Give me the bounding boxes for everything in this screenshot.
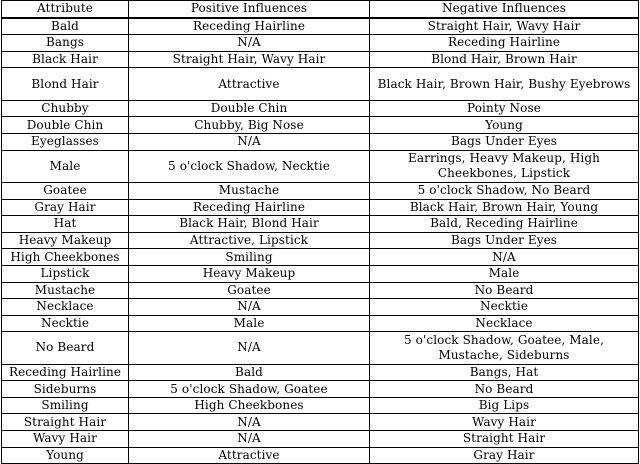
positive-influences-cell: High Cheekbones [129,397,370,414]
attribute-cell: Wavy Hair [2,431,129,448]
attribute-cell: Lipstick [2,265,129,282]
positive-influences-cell: Attractive, Lipstick [129,232,370,249]
negative-influences-cell: Blond Hair, Brown Hair [370,51,639,68]
header-attribute: Attribute [2,1,129,18]
table-row [2,18,639,35]
positive-influences-cell: N/A [129,133,370,150]
attribute-cell: High Cheekbones [2,249,129,266]
negative-influences-cell: Big Lips [370,397,639,414]
negative-influences-cell: Black Hair, Brown Hair, Young [370,199,639,216]
negative-influences-cell: Bald, Receding Hairline [370,216,639,233]
attribute-cell: Sideburns [2,381,129,398]
negative-influences-cell: Young [370,117,639,134]
negative-influences-cell: Wavy Hair [370,414,639,431]
table-row [2,265,639,282]
positive-influences-cell: N/A [129,414,370,431]
positive-influences-cell: 5 o'clock Shadow, Goatee [129,381,370,398]
positive-influences-cell: Receding Hairline [129,199,370,216]
attribute-cell: Black Hair [2,51,129,68]
negative-influences-cell: 5 o'clock Shadow, Goatee, Male, Mustache, Sideburns [370,332,639,364]
negative-influences-cell: Necklace [370,315,639,332]
attribute-cell: No Beard [2,332,129,364]
attribute-cell: Goatee [2,182,129,199]
negative-influences-cell: 5 o'clock Shadow, No Beard [370,182,639,199]
header-negative-influences: Negative Influences [370,1,639,18]
table-row [2,364,639,381]
table-header-row [2,1,639,18]
attribute-influence-table [1,0,639,464]
positive-influences-cell: Bald [129,364,370,381]
negative-influences-cell: N/A [370,249,639,266]
table-row [2,232,639,249]
table-row [2,315,639,332]
positive-influences-cell: Smiling [129,249,370,266]
attribute-cell: Mustache [2,282,129,299]
table-row [2,68,639,100]
negative-influences-cell: Bangs, Hat [370,364,639,381]
negative-influences-cell: Bags Under Eyes [370,133,639,150]
negative-influences-cell: Gray Hair [370,447,639,464]
positive-influences-cell: N/A [129,332,370,364]
positive-influences-cell: Goatee [129,282,370,299]
negative-influences-cell: Earrings, Heavy Makeup, High Cheekbones, Lipstick [370,150,639,182]
table-body [2,18,639,464]
positive-influences-cell: Attractive [129,447,370,464]
negative-influences-cell: Bags Under Eyes [370,232,639,249]
table-row [2,249,639,266]
attribute-cell: Chubby [2,100,129,117]
positive-influences-cell: Chubby, Big Nose [129,117,370,134]
table-row [2,117,639,134]
negative-influences-cell: Straight Hair [370,431,639,448]
negative-influences-cell: Straight Hair, Wavy Hair [370,18,639,35]
negative-influences-cell: Pointy Nose [370,100,639,117]
positive-influences-cell: N/A [129,299,370,316]
negative-influences-cell: No Beard [370,282,639,299]
table-row [2,282,639,299]
attribute-cell: Young [2,447,129,464]
attribute-cell: Gray Hair [2,199,129,216]
attribute-cell: Bangs [2,35,129,52]
table-row [2,414,639,431]
attribute-cell: Necklace [2,299,129,316]
positive-influences-cell: Heavy Makeup [129,265,370,282]
table-row [2,216,639,233]
positive-influences-cell: N/A [129,35,370,52]
table-row [2,299,639,316]
table-row [2,397,639,414]
table-row [2,447,639,464]
table-row [2,182,639,199]
table-row [2,133,639,150]
attribute-cell: Blond Hair [2,68,129,100]
attribute-cell: Straight Hair [2,414,129,431]
negative-influences-cell: Receding Hairline [370,35,639,52]
table-row [2,431,639,448]
attribute-cell: Necktie [2,315,129,332]
attribute-cell: Double Chin [2,117,129,134]
positive-influences-cell: N/A [129,431,370,448]
attribute-cell: Male [2,150,129,182]
positive-influences-cell: Attractive [129,68,370,100]
positive-influences-cell: Black Hair, Blond Hair [129,216,370,233]
attribute-cell: Bald [2,18,129,35]
negative-influences-cell: Male [370,265,639,282]
table-row [2,332,639,364]
negative-influences-cell: Black Hair, Brown Hair, Bushy Eyebrows [370,68,639,100]
table-row [2,100,639,117]
attribute-cell: Receding Hairline [2,364,129,381]
attribute-cell: Hat [2,216,129,233]
positive-influences-cell: Male [129,315,370,332]
table-row [2,381,639,398]
header-positive-influences: Positive Influences [129,1,370,18]
positive-influences-cell: Double Chin [129,100,370,117]
positive-influences-cell: Mustache [129,182,370,199]
positive-influences-cell: Receding Hairline [129,18,370,35]
table-row [2,199,639,216]
attribute-cell: Heavy Makeup [2,232,129,249]
table-row [2,150,639,182]
table-row [2,51,639,68]
negative-influences-cell: No Beard [370,381,639,398]
table-row [2,35,639,52]
positive-influences-cell: Straight Hair, Wavy Hair [129,51,370,68]
positive-influences-cell: 5 o'clock Shadow, Necktie [129,150,370,182]
negative-influences-cell: Necktie [370,299,639,316]
attribute-cell: Smiling [2,397,129,414]
attribute-cell: Eyeglasses [2,133,129,150]
